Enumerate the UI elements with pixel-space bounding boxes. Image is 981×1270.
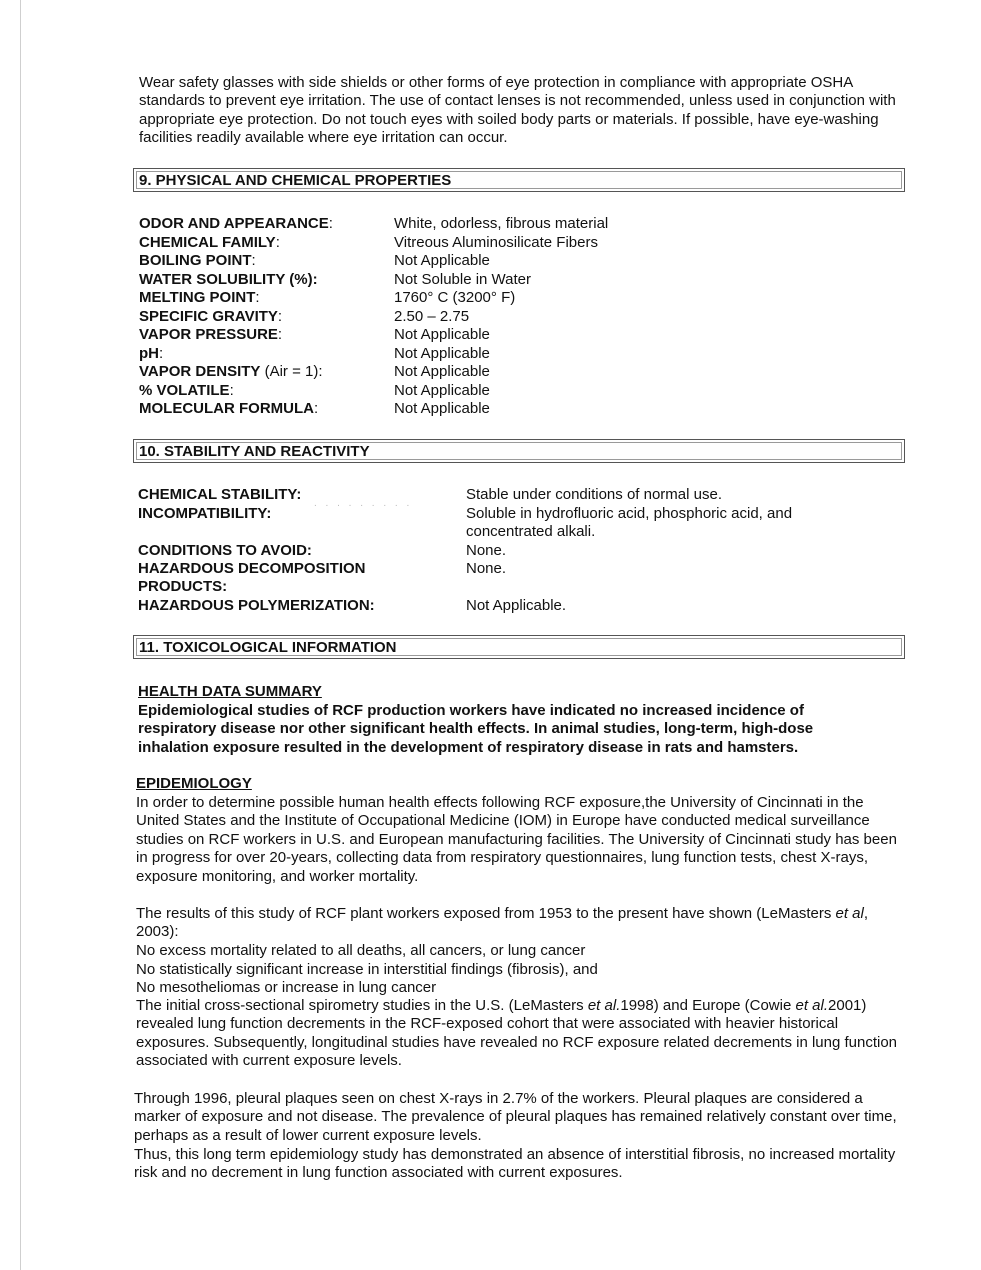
spirometry-text: 1998) and Europe (Cowie	[620, 997, 796, 1014]
stability-row	[138, 542, 898, 560]
property-label: ODOR AND APPEARANCE	[139, 215, 329, 232]
property-row	[139, 308, 839, 326]
stability-row	[138, 597, 898, 615]
property-value: Vitreous Aluminosilicate Fibers	[394, 233, 598, 251]
property-value: White, odorless, fibrous material	[394, 215, 609, 232]
property-row	[139, 345, 839, 363]
finding-item: No excess mortality related to all deaths, all cancers, or lung cancer	[136, 942, 586, 959]
spirometry-paragraph	[136, 997, 904, 1071]
section-11-title: 11. TOXICOLOGICAL INFORMATION	[139, 639, 397, 656]
stability-label: INCOMPATIBILITY:	[138, 505, 272, 522]
property-value: Not Applicable	[394, 344, 490, 362]
property-value: Not Applicable	[394, 326, 490, 343]
property-row	[139, 400, 839, 418]
results-citation-italic: et al	[835, 905, 864, 922]
section-9-header	[133, 168, 905, 192]
stability-label: CHEMICAL STABILITY:	[138, 486, 302, 503]
section-10-header	[133, 439, 905, 463]
section-9-title: 9. PHYSICAL AND CHEMICAL PROPERTIES	[139, 172, 452, 189]
property-row	[139, 382, 839, 400]
stability-label: HAZARDOUS POLYMERIZATION:	[138, 597, 375, 614]
results-text: The results of this study of RCF plant workers exposed from 1953 to the present have shown (LeMasters	[136, 905, 836, 922]
health-data-heading: HEALTH DATA SUMMARY	[138, 683, 322, 700]
property-label: CHEMICAL FAMILY	[139, 233, 276, 251]
health-data-summary: Epidemiological studies of RCF production workers have indicated no increased incidence of respiratory disease nor other significant health effects. In animal studies, long-term, high-dose inhalation exposure resulted in the development of respiratory disease in rats and hamsters.	[138, 702, 814, 756]
property-row	[139, 289, 839, 307]
pleural-plaques-paragraph: Through 1996, pleural plaques seen on chest X-rays in 2.7% of the workers. Pleural plaques are considered a marker of exposure and not disease. The prevalence of pleural plaques has remained relatively constant over time, perhaps as a result of lower current exposure levels.	[134, 1090, 897, 1144]
property-label: WATER SOLUBILITY (%):	[139, 270, 318, 288]
spirometry-text: 2001) revealed lung function decrements in the RCF-exposed cohort that were associated with heavier historical exposures. Subsequently, longitudinal studies have revealed no RCF exposure related decrements in lung function associated with current exposure levels.	[136, 997, 898, 1070]
property-suffix: :	[255, 289, 260, 306]
property-value: Not Soluble in Water	[394, 270, 532, 288]
dotted-leader: . . . . . . . . .	[314, 498, 413, 509]
stability-row	[138, 486, 898, 504]
spirometry-text: The initial cross-sectional spirometry studies in the U.S. (LeMasters	[136, 997, 588, 1014]
section-11-header	[133, 635, 905, 659]
spirometry-citation-italic: et al.	[587, 997, 621, 1014]
property-suffix: :	[251, 252, 256, 269]
property-label: VAPOR DENSITY	[139, 363, 261, 380]
epidemiology-paragraph: In order to determine possible human health effects following RCF exposure,the University of Cincinnati in the United States and the Institute of Occupational Medicine (IOM) in Europe have conducted medical surveillance studies on RCF workers in U.S. and European manufacturing facilities. The University of Cincinnati study has been in progress for over 20-years, collecting data from respiratory questionnaires, lung function tests, chest X-rays, exposure monitoring, and worker mortality.	[136, 794, 897, 885]
property-label: SPECIFIC GRAVITY	[139, 307, 278, 325]
results-paragraph	[136, 905, 901, 942]
property-label: MELTING POINT	[139, 289, 256, 306]
stability-value: Soluble in hydrofluoric acid, phosphoric acid, and concentrated alkali.	[466, 505, 793, 541]
stability-label: HAZARDOUS DECOMPOSITION PRODUCTS:	[138, 560, 366, 596]
epidemiology-heading: EPIDEMIOLOGY	[136, 775, 252, 792]
property-suffix: :	[313, 400, 319, 417]
finding-item: No statistically significant increase in interstitial findings (fibrosis), and	[136, 960, 598, 978]
property-suffix: (Air = 1):	[260, 363, 323, 380]
eye-protection-paragraph: Wear safety glasses with side shields or other forms of eye protection in compliance with appropriate OSHA standards to prevent eye irritation. The use of contact lenses is not recommended, unless used in conjunction with appropriate eye protection. Do not touch eyes with soiled body parts or materials. If possible, have eye-washing facilities readily available where eye irritation can occur.	[139, 74, 896, 147]
property-value: 1760° C (3200° F)	[394, 289, 516, 306]
property-suffix: :	[328, 215, 333, 232]
property-label: % VOLATILE	[139, 381, 230, 399]
property-suffix: :	[159, 344, 164, 362]
finding-item: No mesotheliomas or increase in lung cancer	[136, 979, 437, 996]
property-label: pH	[139, 344, 159, 362]
property-row	[139, 252, 839, 270]
section-10-title: 10. STABILITY AND REACTIVITY	[139, 443, 370, 460]
conclusion-paragraph: Thus, this long term epidemiology study has demonstrated an absence of interstitial fibrosis, no increased mortality risk and no decrement in lung function associated with current exposures.	[134, 1146, 896, 1182]
stability-value: Stable under conditions of normal use.	[466, 486, 722, 503]
property-value: Not Applicable	[394, 363, 490, 380]
property-value: 2.50 – 2.75	[394, 307, 470, 325]
property-suffix: :	[229, 381, 234, 399]
stability-value: None.	[466, 542, 507, 559]
property-suffix: :	[277, 307, 283, 325]
property-label: VAPOR PRESSURE	[139, 326, 278, 343]
stability-label: CONDITIONS TO AVOID:	[138, 542, 312, 559]
property-label: MOLECULAR FORMULA	[139, 400, 314, 417]
stability-row	[138, 505, 898, 542]
property-row	[139, 326, 839, 344]
stability-row	[138, 560, 898, 597]
property-value: Not Applicable	[394, 381, 490, 399]
stability-value: None.	[466, 560, 507, 577]
property-suffix: :	[275, 233, 280, 251]
property-row	[139, 271, 839, 289]
spirometry-citation-italic: et al.	[795, 997, 829, 1014]
property-row	[139, 363, 839, 381]
property-row	[139, 234, 839, 252]
property-value: Not Applicable	[394, 400, 490, 417]
results-text-end: , 2003):	[136, 905, 869, 941]
property-label: BOILING POINT	[139, 252, 252, 269]
property-row	[139, 215, 839, 233]
stability-value: Not Applicable.	[466, 597, 567, 614]
property-value: Not Applicable	[394, 252, 490, 269]
property-suffix: :	[277, 326, 283, 343]
